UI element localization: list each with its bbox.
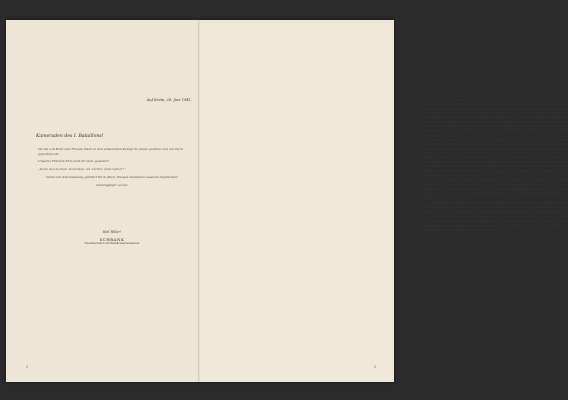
page-number-left: 2	[26, 365, 29, 369]
letter-quote: „Dem deutschen Soldaten ist nichts unmöglich!"	[38, 167, 126, 172]
letter-paragraph: Dank und Anerkennung gebührt Euch Allen, Ewiges Gedenken unseren Gefallenen!	[46, 174, 178, 179]
letter-signature: SCHRANK	[99, 237, 125, 242]
narrative-paragraph: Rumänien, Bulgarien, Berge, wie in der Heimat und doch nicht die gleichen. Er fühlte die zahllosen Buchenwälder, die blanken Seen, die fernen blauen Oberfluessen. Wo sind die runden, windlosen, immerdurstenden Hänke des Schwarzwaldes? Der Westen ist fern. In der Heimat beginnt es gerade sagbar zu fühlen, da ziehen die Jäger ruhig und unbeirrt in den Tälern des Balkans, der Hochdimissionen und über Todesmarsch, die sie sich zu Fuß vorrückten. Südet halten: aus dem Petrolkampf Sage Sibrans. Wir marschieren südwärts in den Frühling. Viele Kameraden singen ihr heimatliches Lied zu den fremden Felsen. So erst wieder die bunte Farbenpracht fand, den der ehemals Bild für Bagänsen und Bataillon heißt: Zunehmend durch die Wetzzacken.	[422, 138, 568, 177]
right-page	[200, 20, 568, 382]
narrative-text	[422, 98, 568, 232]
letter-paragraph: Unseres Führers Ehre halt ihr stolz gewahrt!	[38, 159, 109, 164]
narrative-paragraph: Marschkieren. Zuerst war es eine Last; dann wurde es zur Plage, aber nun ist es zur Art Beruf geworden, gleichmütig ertragen von jedem Jäger wie eine Alltäglichkeit. Man stellt den verstehen in einer Sie, wie jede militärische Bewegung vom Motor bestimmt und ausgeführt wird. Mancher Rucksack auf der langen Autobahnreise, die voll Kampfesbereitschaft als Märtyrertransfer heran nach Süden, nachdem manche jedoch nicht erreichbar. Das Brot der Heimat war das tägliche Gebet, bis die Berge nicht die Vorbereitung ständiger Gemeinschaft für die einmaligen großen Dienste, die heute zusammen feiern an jedem Augenblick. Und dann gilt es: dann mal zugeschlagen werden mit der ganzen Härte dreiwöchentlicher Wochen und Monate.	[422, 98, 568, 137]
narrative-paragraph: Warum dieser Krieg mit Deutschland? Kein Mensch kann eine Antwort darauf geben. Wir kaum der Engländer im Land? Mancher mit uns Thessalien erlebt von dem felsigen Arbeitskräften als betreut auf das selbe Geste nach Süden. Dort lagen bis Athen und verschwanden sie die Schutt vom Fernen Kriegen.	[422, 214, 568, 232]
letter-paragraph: Gebirgsjäger voran!	[96, 182, 128, 187]
letter-paragraph: Ob bei voll Rohr und Freude Tisch in den einsamsten Kampf im Arena gröhlen und um Euch gefochten ist.	[38, 147, 184, 156]
page-number-right: 3	[374, 365, 377, 369]
letter-body	[38, 147, 186, 190]
narrative-paragraph: Gebirgsjäger begrüßen damit Ihr Erlebnis Mazedonien den Toten und Gefangenen. Aus den Wegen blühten die Rosen, Agaven und Kakteen, in der Heimat entlaufen geschickt, wanderte hier die Freiwilligkeit der Dünen Haus Weltmeister Ribbon, die Oase ohne Weib.	[422, 200, 568, 214]
letter-signoff: Heil Hitler!	[102, 230, 122, 234]
letter-greeting: Kameraden des I. Bataillons!	[36, 134, 104, 139]
dateline: Auf Kreta, 28. Juni 1941.	[146, 98, 192, 102]
left-page	[6, 20, 200, 382]
book-spread	[6, 20, 568, 382]
narrative-paragraph: Am 6. April um 6 morgens, Gebirgsjäger mit Proviant und Trainwagen und Eiern spinnend Berge. Sie brechen die Bunker mit Pak und Handgranaten. Vier Tage kam sie dagegen an in strömendem Regen. Am 10. war die Sperre aufgebrochen und wir eilen geschlossen, alles wir mit reichsten Streus ergab sich die mazedonische Armee in den unwegsamen griechischen Bastei.	[422, 178, 568, 200]
signature-title: Oberstleutnant und Bataillonskommandeur	[84, 242, 140, 245]
